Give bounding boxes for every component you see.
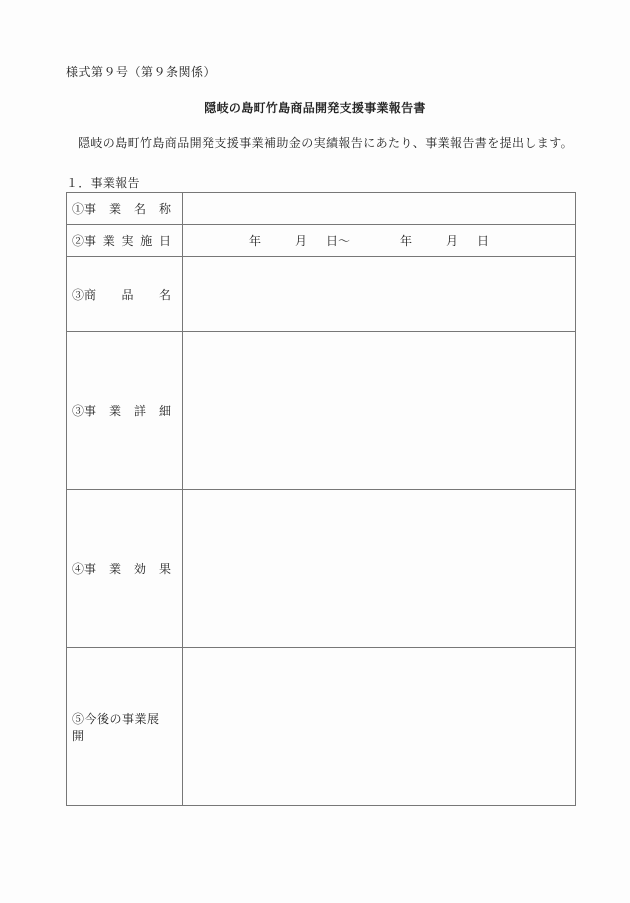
end-day-label: 日	[477, 234, 490, 248]
label-future-plans: ⑤今後の事業展開	[67, 648, 183, 806]
product-name-field[interactable]	[183, 257, 576, 332]
end-year-label: 年	[400, 234, 413, 248]
report-table	[66, 192, 576, 806]
table-row-product-name	[67, 257, 576, 332]
project-name-field[interactable]	[183, 193, 576, 225]
table-row-project-details	[67, 332, 576, 490]
start-day-label: 日～	[326, 234, 351, 248]
table-row-project-name	[67, 193, 576, 225]
label-project-effect: ④事 業 効 果	[67, 490, 183, 648]
table-row-implementation-date	[67, 225, 576, 257]
implementation-date-field[interactable]	[183, 225, 576, 257]
label-project-name: ①事 業 名 称	[67, 193, 183, 225]
project-details-field[interactable]	[183, 332, 576, 490]
form-number: 様式第９号（第９条関係）	[66, 65, 217, 79]
start-year-label: 年	[249, 234, 262, 248]
project-effect-field[interactable]	[183, 490, 576, 648]
section-heading: １．事業報告	[66, 176, 140, 190]
start-month-label: 月	[295, 234, 308, 248]
intro-text: 隠岐の島町竹島商品開発支援事業補助金の実績報告にあたり、事業報告書を提出します。	[78, 136, 574, 150]
document-title: 隠岐の島町竹島商品開発支援事業報告書	[204, 101, 426, 115]
end-month-label: 月	[446, 234, 459, 248]
future-plans-field[interactable]	[183, 648, 576, 806]
label-product-name: ③商 品 名	[67, 257, 183, 332]
label-implementation-date: ②事 業 実 施 日	[67, 225, 183, 257]
table-row-future-plans	[67, 648, 576, 806]
label-project-details: ③事 業 詳 細	[67, 332, 183, 490]
table-row-project-effect	[67, 490, 576, 648]
